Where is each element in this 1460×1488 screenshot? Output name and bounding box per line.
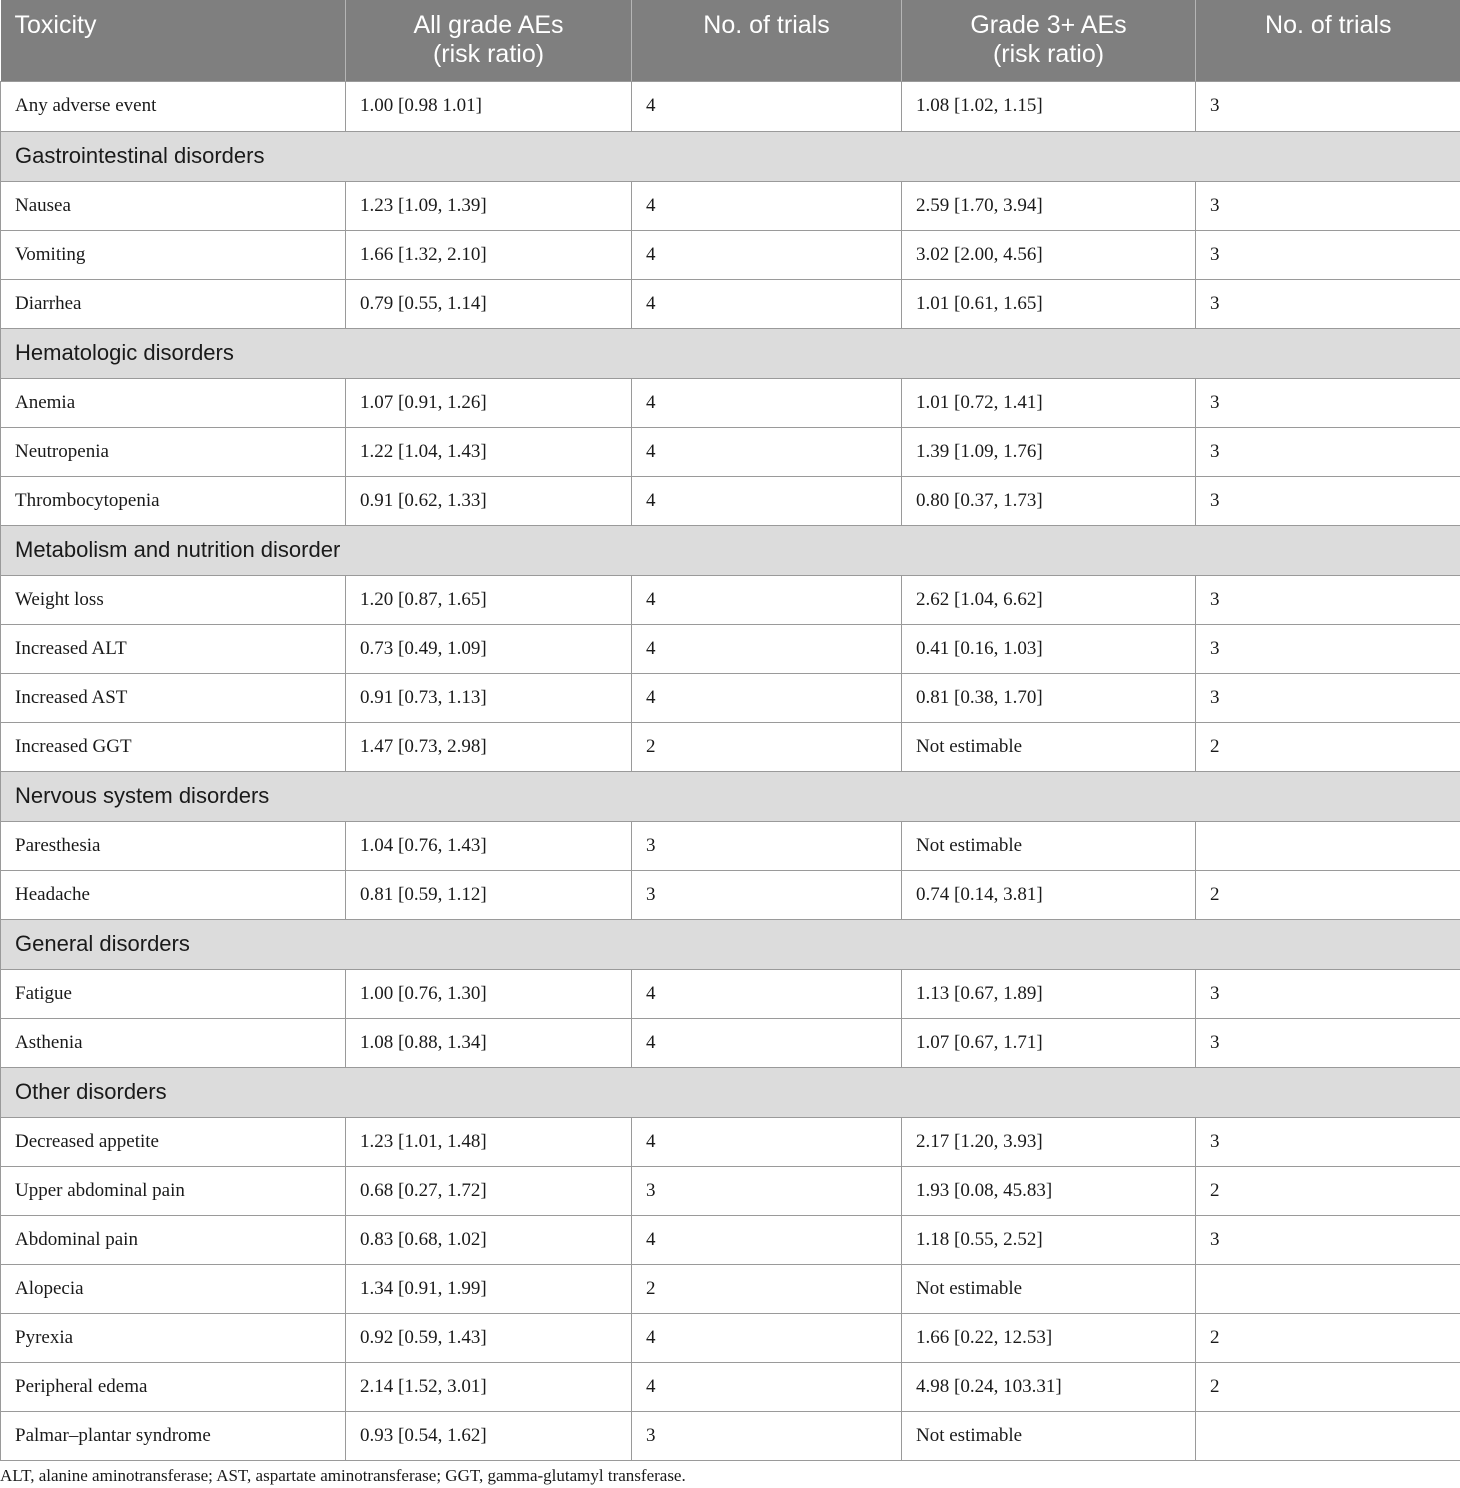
toxicity-cell: Increased ALT <box>1 624 346 673</box>
toxicity-cell: Headache <box>1 870 346 919</box>
grade3-rr-cell: 1.93 [0.08, 45.83] <box>902 1166 1196 1215</box>
table-row <box>1 181 1460 230</box>
toxicity-cell: Peripheral edema <box>1 1362 346 1411</box>
toxicity-cell: Nausea <box>1 181 346 230</box>
group-label: Other disorders <box>1 1067 1460 1117</box>
table-row <box>1 1215 1460 1264</box>
all-grade-rr-cell: 0.83 [0.68, 1.02] <box>346 1215 632 1264</box>
header-no-of-trials-all: No. of trials <box>632 0 902 81</box>
table-body <box>1 81 1460 1460</box>
grade3-rr-cell: Not estimable <box>902 722 1196 771</box>
all-grade-rr-cell: 1.04 [0.76, 1.43] <box>346 821 632 870</box>
all-grade-rr-cell: 0.81 [0.59, 1.12] <box>346 870 632 919</box>
group-row <box>1 131 1460 181</box>
table-row <box>1 722 1460 771</box>
group-label: Nervous system disorders <box>1 771 1460 821</box>
all-grade-trials-cell: 2 <box>632 722 902 771</box>
toxicity-cell: Neutropenia <box>1 427 346 476</box>
all-grade-rr-cell: 1.00 [0.76, 1.30] <box>346 969 632 1018</box>
toxicity-cell: Anemia <box>1 378 346 427</box>
grade3-rr-cell: 4.98 [0.24, 103.31] <box>902 1362 1196 1411</box>
all-grade-trials-cell: 4 <box>632 1018 902 1067</box>
table-row <box>1 673 1460 722</box>
grade3-trials-cell <box>1196 1411 1460 1460</box>
table-row <box>1 1313 1460 1362</box>
grade3-trials-cell: 2 <box>1196 1313 1460 1362</box>
group-row <box>1 328 1460 378</box>
table-row <box>1 1362 1460 1411</box>
all-grade-trials-cell: 4 <box>632 378 902 427</box>
table-row <box>1 476 1460 525</box>
all-grade-trials-cell: 3 <box>632 1411 902 1460</box>
table-row <box>1 1018 1460 1067</box>
group-label: General disorders <box>1 919 1460 969</box>
toxicity-cell: Alopecia <box>1 1264 346 1313</box>
all-grade-trials-cell: 4 <box>632 1362 902 1411</box>
grade3-trials-cell: 3 <box>1196 624 1460 673</box>
table-row <box>1 378 1460 427</box>
toxicity-cell: Diarrhea <box>1 279 346 328</box>
group-row <box>1 771 1460 821</box>
header-toxicity: Toxicity <box>1 0 346 81</box>
toxicity-cell: Pyrexia <box>1 1313 346 1362</box>
grade3-rr-cell: 0.81 [0.38, 1.70] <box>902 673 1196 722</box>
grade3-rr-cell: 2.62 [1.04, 6.62] <box>902 575 1196 624</box>
table-row <box>1 1117 1460 1166</box>
toxicity-cell: Increased GGT <box>1 722 346 771</box>
toxicity-cell: Increased AST <box>1 673 346 722</box>
grade3-rr-cell: 1.07 [0.67, 1.71] <box>902 1018 1196 1067</box>
toxicity-cell: Fatigue <box>1 969 346 1018</box>
all-grade-rr-cell: 1.23 [1.09, 1.39] <box>346 181 632 230</box>
grade3-rr-cell: 1.13 [0.67, 1.89] <box>902 969 1196 1018</box>
table-row <box>1 279 1460 328</box>
table-footnote: ALT, alanine aminotransferase; AST, aspartate aminotransferase; GGT, gamma-glutamyl transferase. <box>0 1466 686 1485</box>
all-grade-rr-cell: 0.68 [0.27, 1.72] <box>346 1166 632 1215</box>
toxicity-cell: Any adverse event <box>1 81 346 131</box>
grade3-trials-cell: 2 <box>1196 1362 1460 1411</box>
grade3-rr-cell: 0.74 [0.14, 3.81] <box>902 870 1196 919</box>
all-grade-trials-cell: 4 <box>632 1117 902 1166</box>
group-row <box>1 1067 1460 1117</box>
group-label: Hematologic disorders <box>1 328 1460 378</box>
group-label: Metabolism and nutrition disorder <box>1 525 1460 575</box>
table-row <box>1 230 1460 279</box>
grade3-trials-cell: 3 <box>1196 476 1460 525</box>
grade3-trials-cell: 3 <box>1196 575 1460 624</box>
all-grade-trials-cell: 4 <box>632 81 902 131</box>
grade3-trials-cell: 3 <box>1196 969 1460 1018</box>
all-grade-rr-cell: 1.23 [1.01, 1.48] <box>346 1117 632 1166</box>
table-header <box>1 0 1460 81</box>
all-grade-trials-cell: 4 <box>632 1215 902 1264</box>
grade3-rr-cell: 1.08 [1.02, 1.15] <box>902 81 1196 131</box>
all-grade-rr-cell: 0.73 [0.49, 1.09] <box>346 624 632 673</box>
all-grade-trials-cell: 4 <box>632 624 902 673</box>
toxicity-cell: Vomiting <box>1 230 346 279</box>
grade3-rr-cell: 0.80 [0.37, 1.73] <box>902 476 1196 525</box>
toxicity-cell: Decreased appetite <box>1 1117 346 1166</box>
grade3-trials-cell: 2 <box>1196 722 1460 771</box>
grade3-rr-cell: 3.02 [2.00, 4.56] <box>902 230 1196 279</box>
all-grade-trials-cell: 4 <box>632 575 902 624</box>
toxicity-cell: Weight loss <box>1 575 346 624</box>
all-grade-trials-cell: 4 <box>632 673 902 722</box>
grade3-trials-cell: 2 <box>1196 1166 1460 1215</box>
table-row <box>1 969 1460 1018</box>
grade3-trials-cell: 3 <box>1196 1215 1460 1264</box>
all-grade-rr-cell: 0.92 [0.59, 1.43] <box>346 1313 632 1362</box>
header-all-grade-aes: All grade AEs (risk ratio) <box>346 0 632 81</box>
grade3-trials-cell: 3 <box>1196 673 1460 722</box>
all-grade-trials-cell: 4 <box>632 476 902 525</box>
all-grade-trials-cell: 4 <box>632 279 902 328</box>
all-grade-trials-cell: 3 <box>632 1166 902 1215</box>
all-grade-rr-cell: 1.00 [0.98 1.01] <box>346 81 632 131</box>
all-grade-rr-cell: 0.91 [0.73, 1.13] <box>346 673 632 722</box>
toxicity-cell: Thrombocytopenia <box>1 476 346 525</box>
grade3-trials-cell <box>1196 821 1460 870</box>
header-grade3-aes: Grade 3+ AEs (risk ratio) <box>902 0 1196 81</box>
grade3-trials-cell: 3 <box>1196 181 1460 230</box>
table-row <box>1 427 1460 476</box>
all-grade-trials-cell: 3 <box>632 821 902 870</box>
grade3-rr-cell: Not estimable <box>902 1411 1196 1460</box>
all-grade-rr-cell: 1.20 [0.87, 1.65] <box>346 575 632 624</box>
grade3-trials-cell: 3 <box>1196 279 1460 328</box>
table-row <box>1 575 1460 624</box>
grade3-trials-cell: 3 <box>1196 81 1460 131</box>
all-grade-rr-cell: 1.47 [0.73, 2.98] <box>346 722 632 771</box>
table-row <box>1 821 1460 870</box>
group-row <box>1 919 1460 969</box>
grade3-rr-cell: 1.01 [0.61, 1.65] <box>902 279 1196 328</box>
group-label: Gastrointestinal disorders <box>1 131 1460 181</box>
toxicity-cell: Paresthesia <box>1 821 346 870</box>
header-row <box>1 0 1460 81</box>
grade3-trials-cell: 3 <box>1196 427 1460 476</box>
all-grade-rr-cell: 1.22 [1.04, 1.43] <box>346 427 632 476</box>
table-row <box>1 1411 1460 1460</box>
all-grade-rr-cell: 1.66 [1.32, 2.10] <box>346 230 632 279</box>
grade3-trials-cell: 2 <box>1196 870 1460 919</box>
grade3-trials-cell: 3 <box>1196 378 1460 427</box>
grade3-trials-cell: 3 <box>1196 1018 1460 1067</box>
header-no-of-trials-grade3: No. of trials <box>1196 0 1460 81</box>
grade3-trials-cell: 3 <box>1196 1117 1460 1166</box>
toxicity-cell: Asthenia <box>1 1018 346 1067</box>
group-row <box>1 525 1460 575</box>
all-grade-rr-cell: 1.34 [0.91, 1.99] <box>346 1264 632 1313</box>
toxicity-cell: Palmar–plantar syndrome <box>1 1411 346 1460</box>
grade3-rr-cell: Not estimable <box>902 821 1196 870</box>
all-grade-trials-cell: 4 <box>632 427 902 476</box>
all-grade-rr-cell: 1.08 [0.88, 1.34] <box>346 1018 632 1067</box>
grade3-rr-cell: 1.39 [1.09, 1.76] <box>902 427 1196 476</box>
grade3-rr-cell: 2.17 [1.20, 3.93] <box>902 1117 1196 1166</box>
grade3-trials-cell: 3 <box>1196 230 1460 279</box>
table-row <box>1 624 1460 673</box>
all-grade-rr-cell: 0.79 [0.55, 1.14] <box>346 279 632 328</box>
toxicity-cell: Abdominal pain <box>1 1215 346 1264</box>
grade3-rr-cell: Not estimable <box>902 1264 1196 1313</box>
all-grade-trials-cell: 3 <box>632 870 902 919</box>
all-grade-trials-cell: 4 <box>632 230 902 279</box>
toxicity-cell: Upper abdominal pain <box>1 1166 346 1215</box>
grade3-rr-cell: 0.41 [0.16, 1.03] <box>902 624 1196 673</box>
table-row <box>1 870 1460 919</box>
table-row <box>1 1264 1460 1313</box>
all-grade-trials-cell: 4 <box>632 969 902 1018</box>
all-grade-rr-cell: 0.91 [0.62, 1.33] <box>346 476 632 525</box>
grade3-rr-cell: 1.01 [0.72, 1.41] <box>902 378 1196 427</box>
grade3-rr-cell: 1.18 [0.55, 2.52] <box>902 1215 1196 1264</box>
all-grade-trials-cell: 4 <box>632 1313 902 1362</box>
table-row <box>1 1166 1460 1215</box>
table-row <box>1 81 1460 131</box>
all-grade-trials-cell: 4 <box>632 181 902 230</box>
grade3-trials-cell <box>1196 1264 1460 1313</box>
all-grade-rr-cell: 1.07 [0.91, 1.26] <box>346 378 632 427</box>
all-grade-trials-cell: 2 <box>632 1264 902 1313</box>
all-grade-rr-cell: 2.14 [1.52, 3.01] <box>346 1362 632 1411</box>
grade3-rr-cell: 2.59 [1.70, 3.94] <box>902 181 1196 230</box>
grade3-rr-cell: 1.66 [0.22, 12.53] <box>902 1313 1196 1362</box>
all-grade-rr-cell: 0.93 [0.54, 1.62] <box>346 1411 632 1460</box>
